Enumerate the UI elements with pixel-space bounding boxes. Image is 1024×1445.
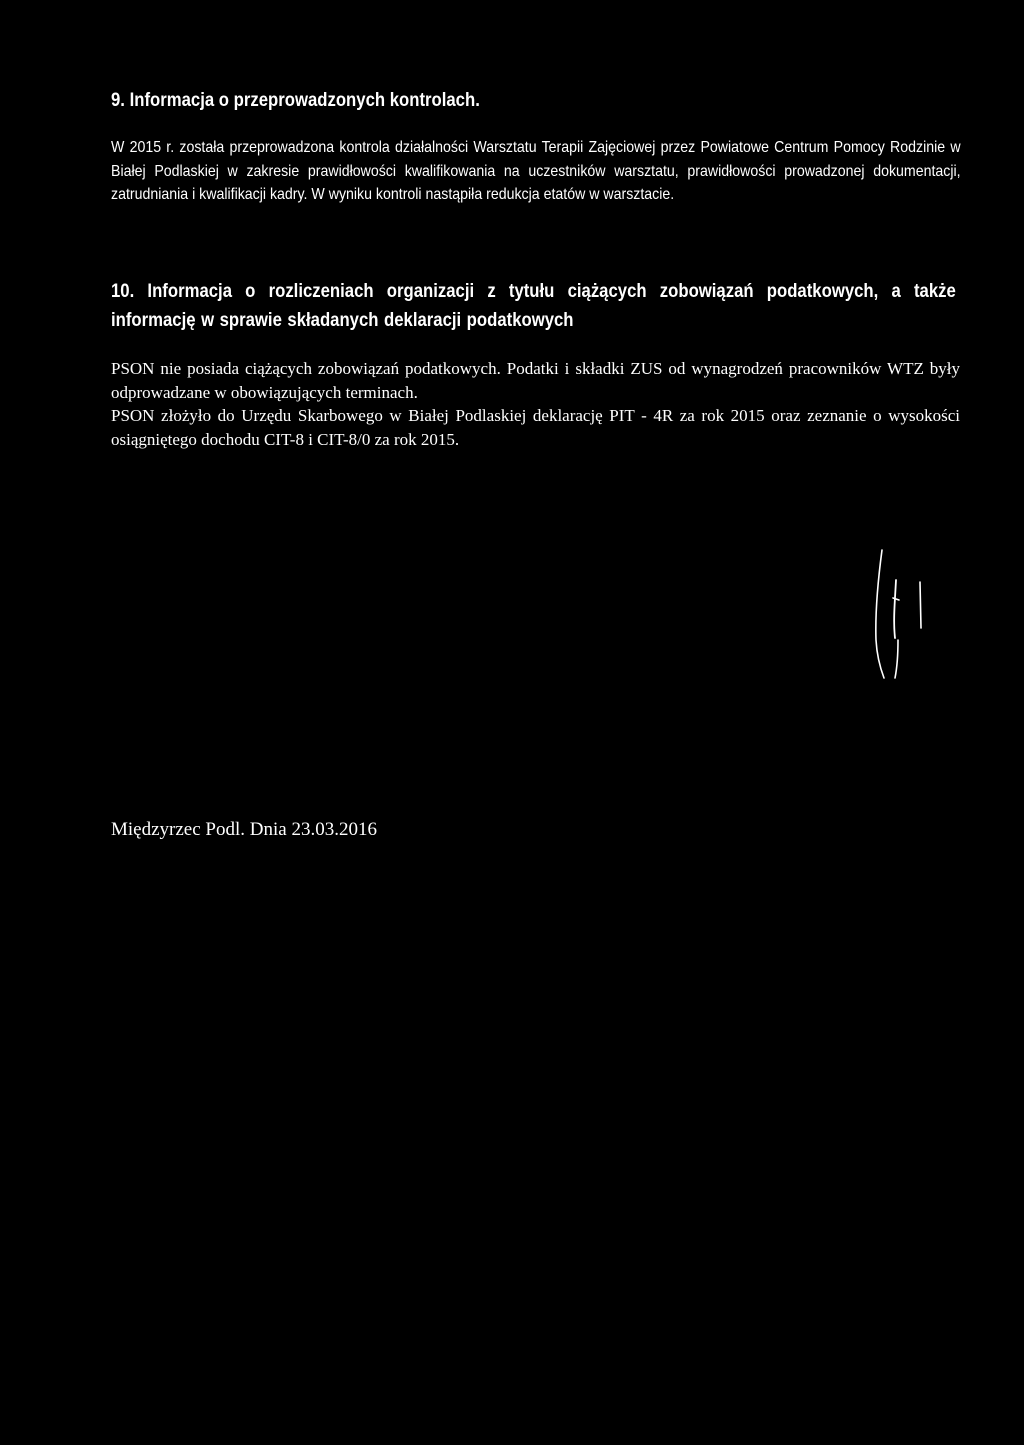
section-10-paragraph-1: PSON nie posiada ciążących zobowiązań podatkowych. Podatki i składki ZUS od wynagrodzeń pracowników WTZ były odprowadzane w obowiązujących terminach. xyxy=(111,359,960,402)
section-9-heading: 9. Informacja o przeprowadzonych kontrolach. xyxy=(111,90,480,111)
place-and-date: Międzyrzec Podl. Dnia 23.03.2016 xyxy=(111,819,377,840)
section-10-heading: 10. Informacja o rozliczeniach organizacji z tytułu ciążących zobowiązań podatkowych, a także informację w sprawie składanych deklaracji podatkowych xyxy=(111,281,956,331)
section-10-paragraph-2: PSON złożyło do Urzędu Skarbowego w Białej Podlaskiej deklarację PIT - 4R za rok 2015 oraz zeznanie o wysokości osiągniętego dochodu CIT-8 i CIT-8/0 za rok 2015. xyxy=(111,406,960,449)
handwritten-signature-icon xyxy=(862,540,932,690)
section-9-text: W 2015 r. została przeprowadzona kontrola działalności Warsztatu Terapii Zajęciowej przez Powiatowe Centrum Pomocy Rodzinie w Białej Podlaskiej w zakresie prawidłowości kwalifikowania na uczestników warsztatu, prawidłowości prowadzonej dokumentacji, zatrudniania i kwalifikacji kadry. W wyniku kontroli nastąpiła redukcja etatów w warsztacie. xyxy=(111,139,961,203)
